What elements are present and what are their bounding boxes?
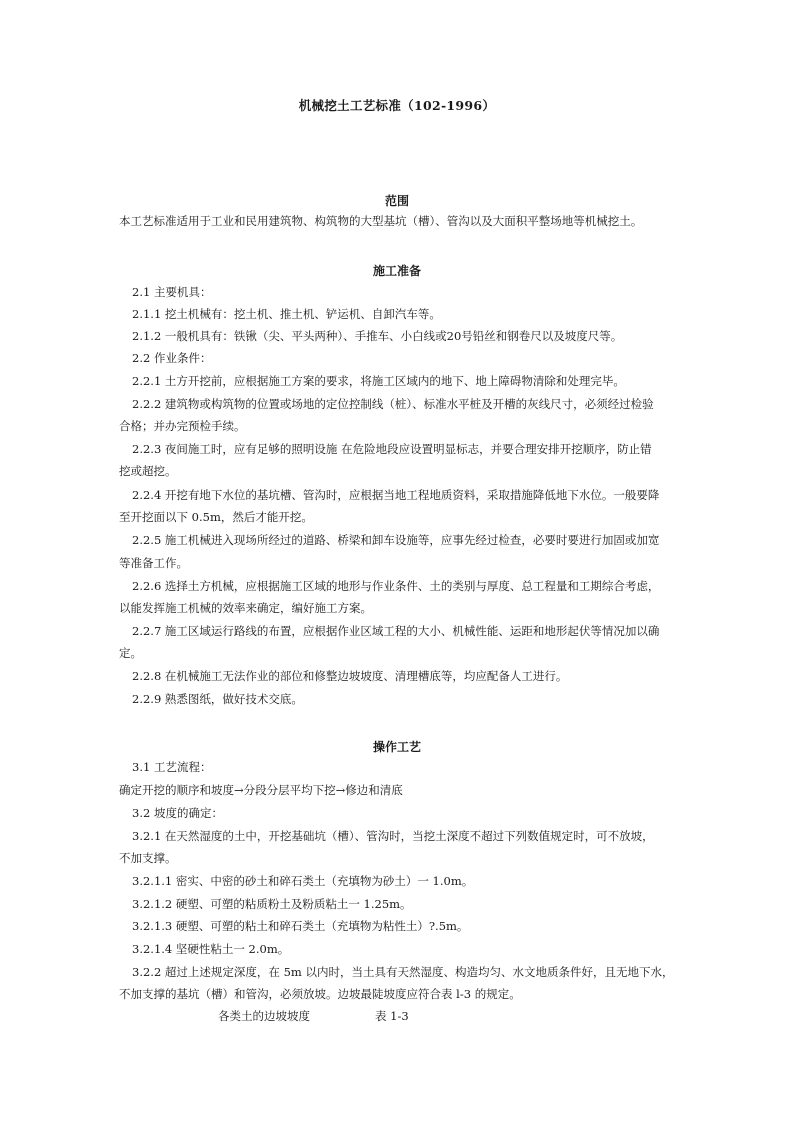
section-heading-prep: 施工准备 <box>372 264 421 278</box>
document-title: 机械挖土工艺标准（102-1996） <box>298 98 496 113</box>
prep-line: 定。 <box>119 646 142 660</box>
process-line: 不加支撑。 <box>119 851 177 865</box>
process-line: 3.2.1.4 坚硬性粘土一 2.0m。 <box>132 942 290 956</box>
process-line: 3.2.1.2 硬塑、可塑的粘质粉土及粉质粘土一 1.25m。 <box>132 897 412 911</box>
prep-line: 2.2.4 开挖有地下水位的基坑槽、管沟时，应根据当地工程地质资料，采取措施降低地下水位。一般要降 <box>132 488 660 502</box>
section-heading-process: 操作工艺 <box>372 740 421 754</box>
prep-line: 以能发挥施工机械的效率来确定，编好施工方案。 <box>119 601 372 615</box>
process-line: 确定开挖的顺序和坡度→分段分层平均下挖→修边和清底 <box>119 783 403 797</box>
prep-line: 2.2.1 土方开挖前，应根据施工方案的要求，将施工区域内的地下、地上障碍物清除和处理完毕。 <box>132 374 625 388</box>
section-heading-scope: 范围 <box>384 194 409 208</box>
prep-line: 合格；并办完预检手续。 <box>119 419 246 433</box>
prep-line: 至开挖面以下 0.5m，然后才能开挖。 <box>119 510 313 524</box>
prep-line: 2.1.2 一般机具有：铁锹（尖、平头两种）、手推车、小白线或20号铅丝和钢卷尺以及坡度尺等。 <box>132 329 623 343</box>
prep-line: 2.2.3 夜间施工时，应有足够的照明设施 在危险地段应设置明显标志，并要合理安排开挖顺序，防止错 <box>132 442 652 456</box>
prep-line: 2.2 作业条件： <box>132 351 212 365</box>
prep-line: 2.2.7 施工区域运行路线的布置，应根据作业区域工程的大小、机械性能、运距和地形起伏等情况加以确 <box>132 624 660 638</box>
process-line: 3.2.2 超过上述规定深度，在 5m 以内时，当土具有天然湿度、构造均匀、水文地质条件好，且无地下水， <box>132 965 674 979</box>
process-line: 3.2 坡度的确定： <box>132 806 223 820</box>
process-line: 不加支撑的基坑（槽）和管沟，必须放坡。边坡最陡坡度应符合表 l-3 的规定。 <box>119 987 521 1001</box>
process-line: 3.1 工艺流程： <box>132 760 212 774</box>
prep-line: 2.2.6 选择土方机械，应根据施工区域的地形与作业条件、土的类别与厚度、总工程量和工期综合考虑， <box>132 579 660 593</box>
prep-line: 2.2.9 熟悉图纸，做好技术交底。 <box>132 692 303 706</box>
prep-line: 挖或超挖。 <box>119 464 177 478</box>
process-line: 3.2.1 在天然湿度的土中，开挖基础坑（槽）、管沟时，当挖土深度不超过下列数值规定时，可不放坡， <box>132 829 654 843</box>
prep-line: 2.2.2 建筑物或构筑物的位置或场地的定位控制线（桩）、标准水平桩及开槽的灰线尺寸，必须经过检验 <box>132 397 654 411</box>
prep-line: 2.2.5 施工机械进入现场所经过的道路、桥梁和卸车设施等，应事先经过检查，必要时要进行加固或加宽 <box>132 533 660 547</box>
table-caption-number: 表 1-3 <box>375 1009 409 1023</box>
process-line: 3.2.1.1 密实、中密的砂土和碎石类土（充填物为砂土）一 1.0m。 <box>132 874 474 888</box>
prep-line: 2.2.8 在机械施工无法作业的部位和修整边坡坡度、清理槽底等，均应配备人工进行。 <box>132 669 568 683</box>
scope-text: 本工艺标准适用于工业和民用建筑物、构筑物的大型基坑（槽）、管沟以及大面积平整场地等机械挖土。 <box>119 214 643 228</box>
prep-line: 等准备工作。 <box>119 556 188 570</box>
table-caption-name: 各类土的边坡坡度 <box>218 1009 310 1023</box>
process-line: 3.2.1.3 硬塑、可塑的粘土和碎石类土（充填物为粘性土）?.5m。 <box>132 919 469 933</box>
prep-line: 2.1.1 挖土机械有：挖土机、推土机、铲运机、自卸汽车等。 <box>132 307 441 321</box>
prep-line: 2.1 主要机具： <box>132 285 212 299</box>
